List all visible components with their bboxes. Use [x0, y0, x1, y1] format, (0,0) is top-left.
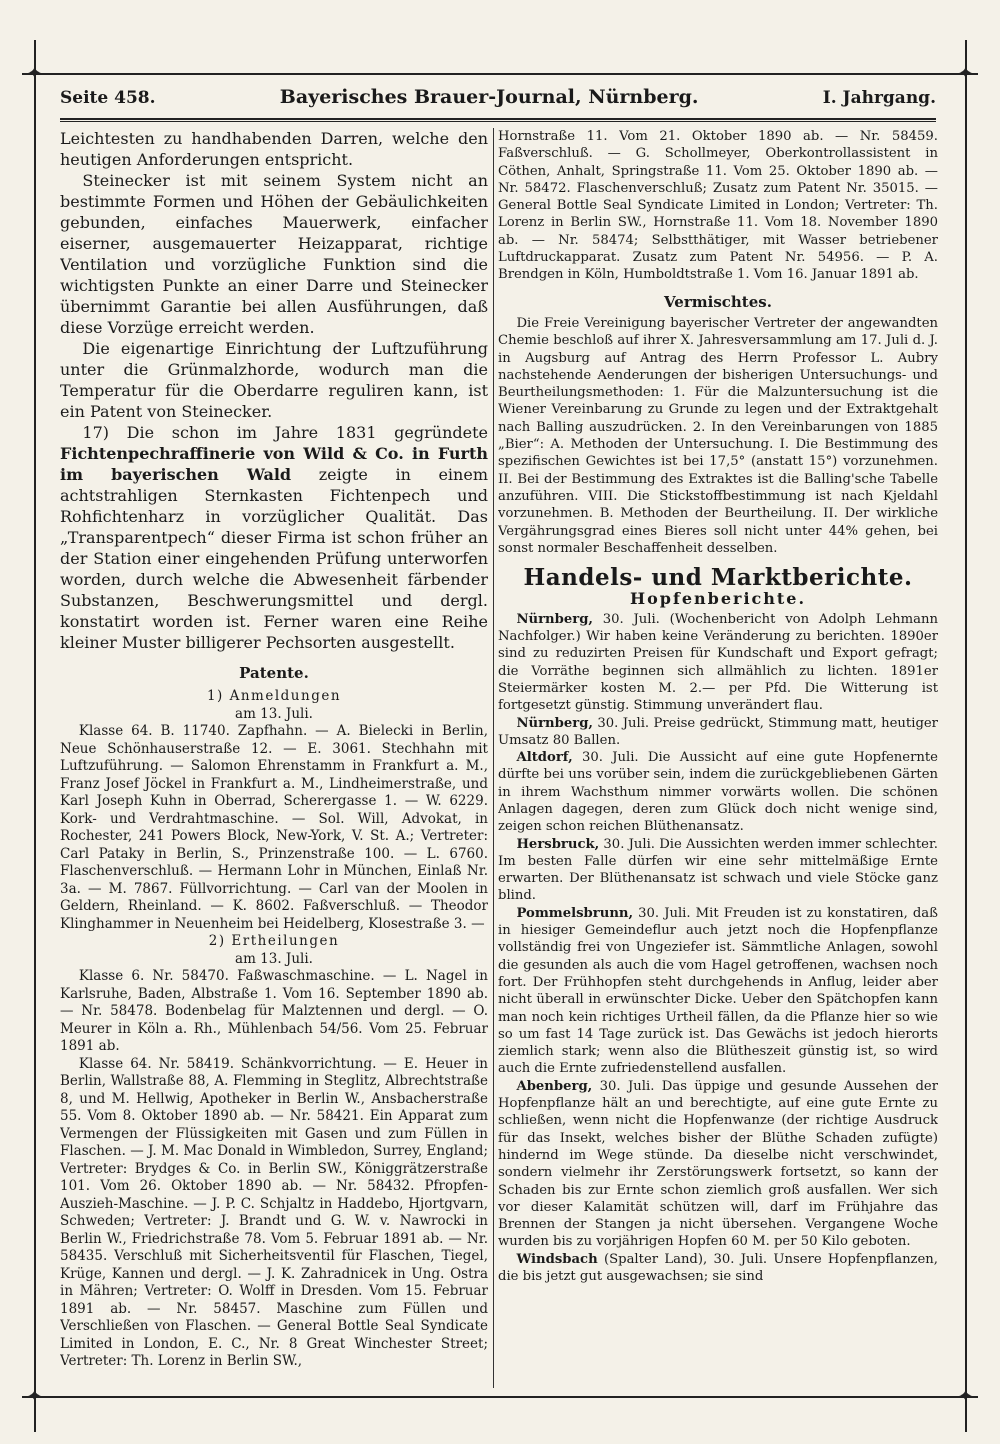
- frame-top-rule: [22, 73, 978, 75]
- patent-listing: Klasse 6. Nr. 58470. Faßwaschmaschine. — L. Nagel in Karlsruhe, Baden, Albstraße 1. Vom 16. September 1890 ab. — Nr. 58478. Bodenbelag für Malztennen und dergl. — O. Meurer in Köln a. Rh., Mühlenbach 54/56. Vom 25. Februar 1891 ab.: [60, 968, 488, 1054]
- report-place: Altdorf,: [516, 750, 573, 766]
- report-place: Nürnberg,: [516, 611, 594, 627]
- section-heading-handels: Handels- und Marktberichte.: [523, 564, 913, 592]
- section-heading-patente: Patente.: [239, 664, 309, 682]
- report-text: 30. Juli. Die Aussicht auf eine gute Hopfenernte dürfte bei uns vorüber sein, indem die zurückgebliebenen Gärten in ihrem Wachsthum nimmer vorwärts wollen. Die schönen Anlagen dagegen, deren zum Glück doch nicht wenige sind, zeigen schon reichen Blüthenansatz.: [498, 750, 938, 835]
- report-entry: [498, 905, 938, 1078]
- frame-bottom-rule: [22, 1396, 978, 1398]
- left-column: [60, 128, 488, 1388]
- report-entry: [498, 715, 938, 750]
- patent-listing-continued: Hornstraße 11. Vom 21. Oktober 1890 ab. — Nr. 58459. Faßverschluß. — G. Schollmeyer, Oberkontrollassistent in Cöthen, Anhalt, Springstraße 11. Vom 25. Oktober 1890 ab. — Nr. 58472. Flaschenverschluß; Zusatz zum Patent Nr. 35015. — General Bottle Seal Syndicate Limited in London; Vertreter: Th. Lorenz in Berlin SW., Hornstraße 11. Vom 18. November 1890 ab. — Nr. 58474; Selbstthätiger, mit Wasser betriebener Luftdruckapparat. Zusatz zum Patent Nr. 54956. — P. A. Brendgen in Köln, Humboldtstraße 1. Vom 16. Januar 1891 ab.: [498, 129, 938, 283]
- column-divider: [493, 128, 494, 1388]
- report-entry: [498, 611, 938, 715]
- corner-ornament: ✦: [958, 63, 974, 84]
- report-entry: [498, 1078, 938, 1251]
- paragraph: Die Freie Vereinigung bayerischer Vertreter der angewandten Chemie beschloß auf ihrer X. Jahresversammlung am 17. Juli d. J. in Augsburg auf Antrag des Herrn Professor L. Aubry nachstehende Aenderungen der bisherigen Untersuchungs- und Beurtheilungsmethoden: 1. Für die Malzuntersuchung ist die Wiener Vereinbarung zu Grunde zu legen und der Extraktgehalt nach Balling auszudrücken. 2. In den Vereinbarungen von 1885 „Bier“: A. Methoden der Untersuchung. I. Die Bestimmung des spezifischen Gewichtes ist bei 17,5° (anstatt 15°) vorzunehmen. II. Bei der Bestimmung des Extraktes ist die Balling'sche Tabelle anzuführen. VIII. Die Stickstoffbestimmung ist nach Kjeldahl vorzunehmen. B. Methoden der Beurtheilung. II. Der wirkliche Vergährungsgrad eines Bieres soll nicht unter 44% gehen, bei sonst normaler Beschaffenheit desselben.: [498, 315, 938, 556]
- page-number: Seite 458.: [60, 88, 156, 108]
- corner-ornament: ✦: [27, 1386, 43, 1407]
- header-rule: [60, 118, 936, 120]
- report-text: 30. Juli. (Wochenbericht von Adolph Lehmann Nachfolger.) Wir haben keine Veränderung zu berichten. 1890er sind zu reduzirten Preisen für Kundschaft und Export gefragt; die Vorräthe beginnen sich allmählich zu lichten. 1891er Steiermärker kosten M. 2.— per Pfd. Die Witterung ist fortgesetzt günstig. Stimmung unverändert flau.: [498, 611, 938, 714]
- report-entry: [498, 836, 938, 905]
- paragraph: Leichtesten zu handhabenden Darren, welche den heutigen Anforderungen entspricht.: [60, 129, 488, 169]
- subheading-erteilungen: 2) Ertheilungen: [208, 933, 340, 949]
- header-rule-thin: [60, 121, 936, 122]
- right-column: [498, 128, 938, 1388]
- report-place: Nürnberg,: [516, 715, 594, 731]
- paragraph: [60, 422, 488, 653]
- frame-right-rule: [965, 40, 967, 1432]
- subheading-anmeldungen: 1) Anmeldungen: [206, 688, 342, 704]
- report-text: 30. Juli. Mit Freuden ist zu konstatiren, daß in hiesiger Gemeindeflur auch jetzt noch die Hopfenpflanze vollständig frei von Ungeziefer ist. Sämmtliche Anlagen, sowohl die gesunden als auch die vom Hagel getroffenen, wachsen noch fort. Der Frühhopfen steht durchgehends in Anflug, leider aber nicht überall in erwünschter Dicke. Ueber den Spätchopfen kann man noch kein richtiges Urtheil fällen, da die Pflanze hier so wie so um fast 14 Tage zurück ist. Das Gewächs ist jedoch hierorts ziemlich stark; wenn also die Blütheszeit günstig ist, so wird auch die Ernte zufriedenstellend ausfallen.: [498, 905, 938, 1077]
- frame-left-rule: [34, 40, 36, 1432]
- report-place: Pommelsbrunn,: [516, 905, 634, 921]
- subheading-hopfenberichte: Hopfenberichte.: [629, 589, 807, 609]
- paragraph-body: zeigte in einem achtstrahligen Sternkasten Fichtenpech und Rohfichtenharz in vorzüglicher Qualität. Das „Transparentpech“ dieser Firma ist schon früher an der Station einer eingehenden Prüfung unterworfen worden, durch welche die Abwesenheit färbender Substanzen, Beschwerungsmittel und dergl. konstatirt worden ist. Ferner waren eine Reihe kleiner Muster billigerer Pechsorten ausgestellt.: [60, 465, 488, 652]
- report-place: Hersbruck,: [516, 836, 600, 852]
- paragraph-lead: 17) Die schon im Jahre 1831 gegründete: [82, 423, 488, 442]
- patent-listing: Klasse 64. B. 11740. Zapfhahn. — A. Bielecki in Berlin, Neue Schönhauserstraße 12. — E. 3061. Stechhahn mit Luftzuführung. — Salomon Ehrenstamm in Frankfurt a. M., Franz Josef Jöckel in Frankfurt a. M., Lindheimerstraße, und Karl Joseph Kuhn in Oberrad, Scherergasse 1. — W. 6229. Kork- und Verdrahtmaschine. — Sol. Will, Advokat, in Rochester, 241 Powers Block, New-York, V. St. A.; Vertreter: Carl Pataky in Berlin, S., Prinzenstraße 100. — L. 6760. Flaschenverschluß. — Hermann Lohr in München, Einlaß Nr. 3a. — M. 7867. Füllvorrichtung. — Carl van der Moolen in Geldern, Rheinland. — K. 8602. Faßverschluß. — Theodor Klinghammer in Neuenheim bei Heidelberg, Klosestraße 3. —: [60, 723, 488, 932]
- company-name: Fichtenpechraffinerie von Wild & Co. in Furth im bayerischen Wald: [60, 444, 488, 484]
- report-text: (Spalter Land), 30. Juli. Unsere Hopfenpflanzen, die bis jetzt gut ausgewachsen; sie sind: [498, 1251, 938, 1284]
- subheading-date: am 13. Juli.: [235, 950, 313, 967]
- corner-ornament: ✦: [958, 1386, 974, 1407]
- paragraph: Die eigenartige Einrichtung der Luftzuführung unter die Grünmalzhorde, wodurch man die Temperatur für die Oberdarre reguliren kann, ist ein Patent von Steinecker.: [60, 339, 488, 421]
- report-text: 30. Juli. Die Aussichten werden immer schlechter. Im besten Falle dürfen wir eine sehr mittelmäßige Ernte erwarten. Der Blüthenansatz ist schwach und viele Stöcke ganz blind.: [498, 836, 938, 904]
- report-entry: [498, 1251, 938, 1286]
- volume-year: I. Jahrgang.: [822, 88, 936, 108]
- journal-title: Bayerisches Brauer-Journal, Nürnberg.: [279, 86, 699, 108]
- report-text: 30. Juli. Das üppige und gesunde Aussehen der Hopfenpflanze hält an und berechtigte, auf eine gute Ernte zu schließen, wenn nicht die Hopfenwanze (der richtige Ausdruck für das Insekt, welches bisher der Blüthe Schaden zufügte) hindernd im Wege stünde. Da dieselbe nicht verschwindet, sondern vielmehr ihr Zerstörungswerk fortsetzt, so kann der Schaden bis zur Ernte schon ziemlich groß ausfallen. Wer sich vor dieser Kalamität schützen will, darf im Frühjahre das Brennen der Stangen ja nicht übersehen. Vergangene Woche wurden bis zu vorjährigen Hopfen 60 M. per 50 Kilo geboten.: [498, 1078, 938, 1250]
- subheading-date: am 13. Juli.: [235, 705, 313, 722]
- report-place: Windsbach: [516, 1251, 598, 1267]
- paragraph: Steinecker ist mit seinem System nicht an bestimmte Formen und Höhen der Gebäulichkeiten gebunden, einfaches Mauerwerk, einfacher eiserner, ausgemauerter Heizapparat, richtige Ventilation und vorzügliche Funktion sind die wichtigsten Punkte an einer Darre und Steinecker übernimmt Garantie bei allen Ausführungen, daß diese Vorzüge erreicht werden.: [60, 171, 488, 337]
- corner-ornament: ✦: [27, 63, 43, 84]
- report-text: 30. Juli. Preise gedrückt, Stimmung matt, heutiger Umsatz 80 Ballen.: [498, 715, 938, 748]
- section-heading-vermischtes: Vermischtes.: [664, 292, 772, 311]
- report-entry: [498, 749, 938, 835]
- page-header: [60, 86, 936, 112]
- report-place: Abenberg,: [516, 1078, 593, 1094]
- patent-listing: Klasse 64. Nr. 58419. Schänkvorrichtung. — E. Heuer in Berlin, Wallstraße 88, A. Flemming in Steglitz, Albrechtstraße 8, und M. Hellwig, Apotheker in Berlin W., Ansbacherstraße 55. Vom 8. Oktober 1890 ab. — Nr. 58421. Ein Apparat zum Vermengen der Flüssigkeiten mit Gasen und zum Füllen in Flaschen. — J. M. Mac Donald in Wimbledon, Surrey, England; Vertreter: Brydges & Co. in Berlin SW., Königgrätzerstraße 101. Vom 26. Oktober 1890 ab. — Nr. 58432. Pfropfen-Auszieh-Maschine. — J. P. C. Schjaltz in Haddebo, Hjortgvarn, Schweden; Vertreter: J. Brandt und G. W. v. Nawrocki in Berlin W., Friedrichstraße 78. Vom 5. Februar 1891 ab. — Nr. 58435. Verschluß mit Sicherheitsventil für Flaschen, Tiegel, Krüge, Kannen und dergl. — J. K. Zahradnicek in Ung. Ostra in Mähren; Vertreter: O. Wolff in Dresden. Vom 15. Februar 1891 ab. — Nr. 58457. Maschine zum Füllen und Verschließen von Flaschen. — General Bottle Seal Syndicate Limited in London, E. C., Nr. 8 Great Winchester Street; Vertreter: Th. Lorenz in Berlin SW.,: [60, 1055, 488, 1369]
